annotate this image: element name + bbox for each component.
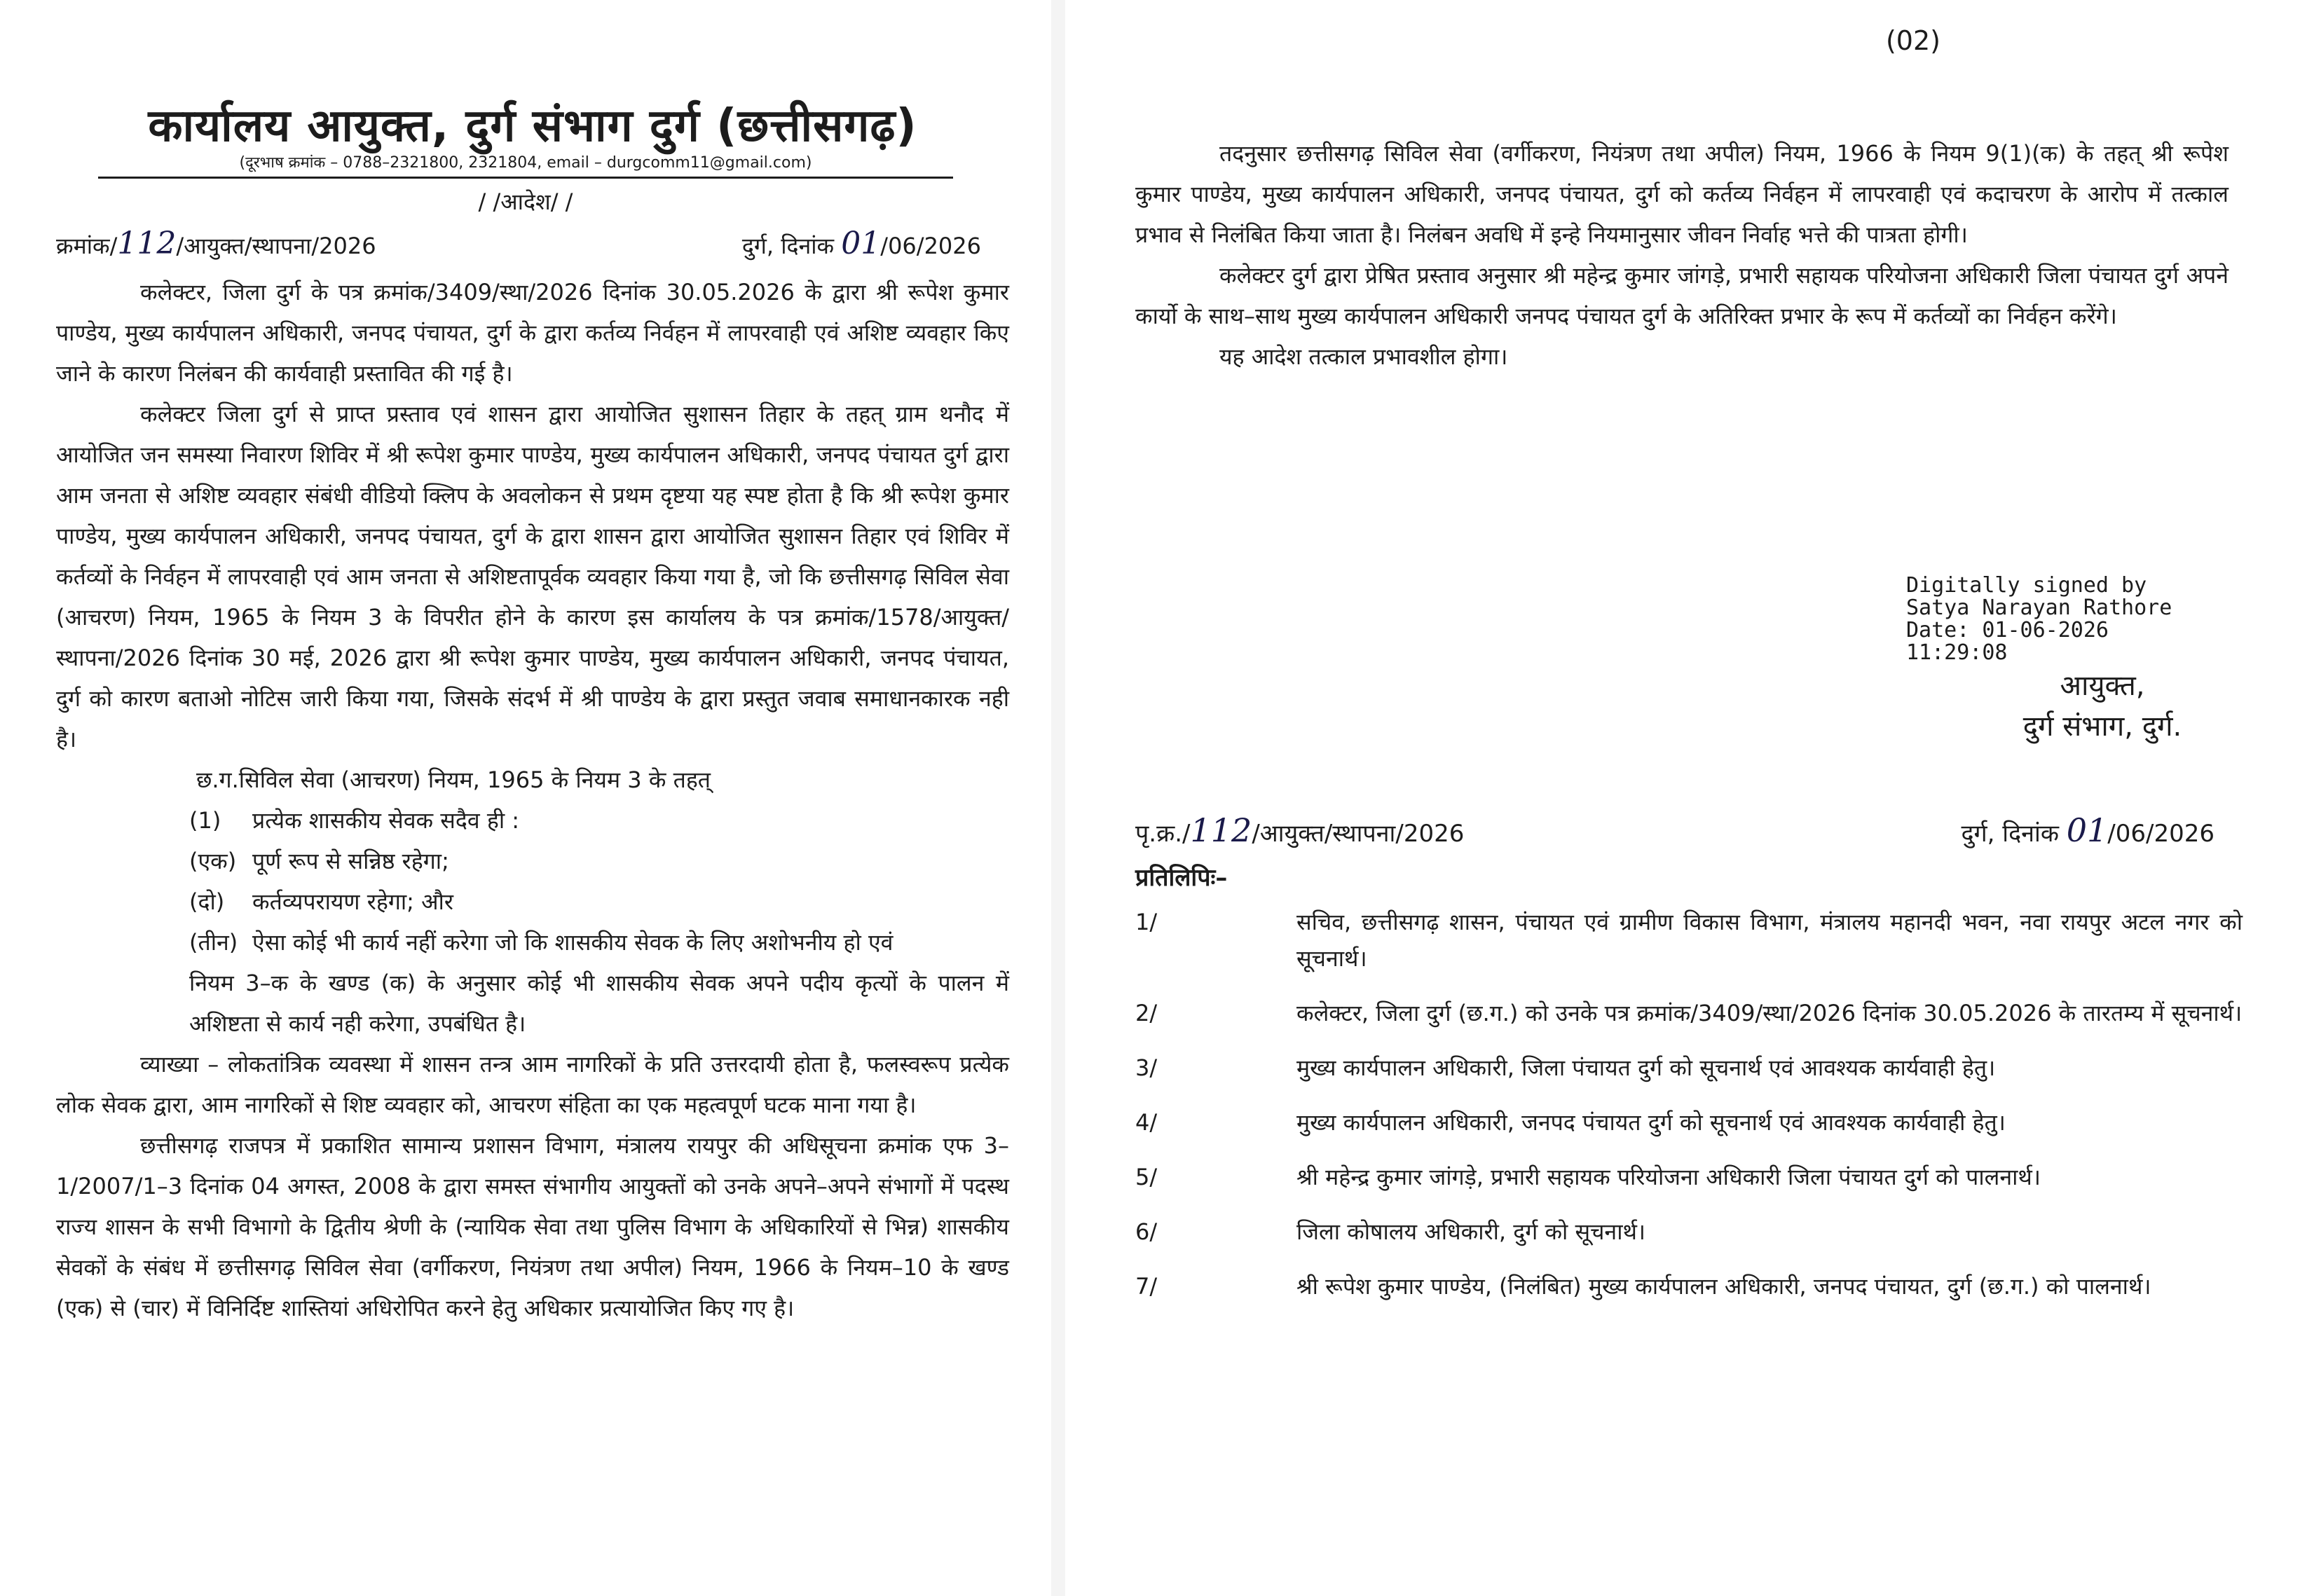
list-item [1135,995,2243,1031]
list-item-text: पूर्ण रूप से सन्निष्ठ रहेगा; [252,848,449,874]
list-item-label: 3/ [1135,1054,1158,1081]
list-item-label: 5/ [1135,1164,1158,1190]
list-item [1135,1104,2243,1141]
signing-authority [1990,666,2215,747]
list-item-label: (दो) [189,888,225,915]
paragraph-findings: कलेक्टर जिला दुर्ग से प्राप्त प्रस्ताव एवं शासन द्वारा आयोजित सुशासन तिहार के तहत् ग्राम थनौद में आयोजित जन समस्या निवारण शिविर में श्री रूपेश कुमार पाण्डेय, मुख्य कार्यपालन अधिकारी, जनपद पंचायत दुर्ग द्वारा आम जनता से अशिष्ट व्यवहार संबंधी वीडियो क्लिप के अवलोकन से प्रथम दृष्टया यह स्पष्ट होता है कि श्री रूपेश कुमार पाण्डेय, मुख्य कार्यपालन अधिकारी, जनपद पंचायत, दुर्ग के द्वारा शासन द्वारा आयोजित सुशासन तिहार एवं शिविर में कर्तव्यों के निर्वहन में लापरवाही एवं आम जनता से अशिष्टतापूर्वक व्यवहार किया गया है, जो कि छत्तीसगढ़ सिविल सेवा (आचरण) नियम, 1965 के नियम 3 के विपरीत होने के कारण इस कार्यालय के पत्र क्रमांक/1578/आयुक्त/स्थापना/2026 दिनांक 30 मई, 2026 द्वारा श्री रूपेश कुमार पाण्डेय, मुख्य कार्यपालन अधिकारी, जनपद पंचायत, दुर्ग को कारण बताओ नोटिस जारी किया गया, जिसके संदर्भ में श्री पाण्डेय के द्वारा प्रस्तुत जवाब समाधानकारक नही है। [56,401,1009,752]
list-item-text: मुख्य कार्यपालन अधिकारी, जनपद पंचायत दुर्ग को सूचनार्थ एवं आवश्यक कार्यवाही हेतु। [1296,1109,2006,1136]
header-divider [98,177,953,179]
signature-date: Date: 01-06-2026 [1906,618,2109,642]
list-item [1135,1213,2243,1250]
paragraph-effective: यह आदेश तत्काल प्रभावशील होगा। [1219,343,1508,370]
conduct-rule-heading: छ.ग.सिविल सेवा (आचरण) नियम, 1965 के नियम 3 के तहत् [196,766,711,793]
list-item [189,881,1009,922]
office-contact-line: (दूरभाष क्रमांक – 0788–2321800, 2321804, email – durgcomm11@gmail.com) [239,154,812,172]
signature-name: Satya Narayan Rathore [1906,596,2172,620]
list-item-text: मुख्य कार्यपालन अधिकारी, जिला पंचायत दुर्ग को सूचनार्थ एवं आवश्यक कार्यवाही हेतु। [1296,1054,1996,1081]
list-item-text: ऐसा कोई भी कार्य नहीं करेगा जो कि शासकीय सेवक के लिए अशोभनीय हो एवं [252,929,894,956]
list-item-label: 4/ [1135,1109,1158,1136]
copy-ref-prefix: पृ.क्र./ [1135,820,1191,848]
page-gutter [1051,0,1065,1596]
copy-reference-line [1135,811,2229,849]
signature-line: Digitally signed by [1906,573,2147,598]
page-number: (02) [1885,25,1940,56]
order-heading: / /आदेश/ / [478,188,573,215]
list-item-text: श्री महेन्द्र कुमार जांगड़े, प्रभारी सहायक परियोजना अधिकारी जिला पंचायत दुर्ग को पालनार्थ। [1296,1164,2041,1190]
paragraph-proposal: कलेक्टर, जिला दुर्ग के पत्र क्रमांक/3409/स्था/2026 दिनांक 30.05.2026 के द्वारा श्री रूपेश कुमार पाण्डेय, मुख्य कार्यपालन अधिकारी, जनपद पंचायत, दुर्ग के द्वारा कर्तव्य निर्वहन में लापरवाही एवं अशिष्ट व्यवहार किए जाने के कारण निलंबन की कार्यवाही प्रस्तावित की गई है। [56,279,1009,387]
list-item-label: (1) [189,807,221,834]
conduct-rule-list [56,800,1009,963]
paragraph-explanation: व्याख्या – लोकतांत्रिक व्यवस्था में शासन तन्त्र आम नागरिकों के प्रति उत्तरदायी होता है, फलस्वरूप प्रत्येक लोक सेवक द्वारा, आम नागरिकों से शिष्ट व्यवहार को, आचरण संहिता का एक महत्वपूर्ण घटक माना गया है। [56,1051,1009,1118]
date-suffix: /06/2026 [880,233,981,259]
copy-ref-suffix: /आयुक्त/स्थापना/2026 [1252,820,1465,848]
list-item-text: प्रत्येक शासकीय सेवक सदैव ही : [252,807,520,834]
copy-heading: प्रतिलिपिः– [1135,864,1228,892]
date-day-handwritten: 01 [841,226,881,261]
list-item-text: कर्तव्यपरायण रहेगा; और [252,888,453,915]
ref-suffix: /आयुक्त/स्थापना/2026 [176,233,376,259]
copy-ref-number-handwritten: 112 [1190,811,1252,849]
signature-time: 11:29:08 [1906,640,2008,665]
paragraph-suspension: तदनुसार छत्तीसगढ़ सिविल सेवा (वर्गीकरण, नियंत्रण तथा अपील) नियम, 1966 के नियम 9(1)(क) के तहत् श्री रूपेश कुमार पाण्डेय, मुख्य कार्यपालन अधिकारी, जनपद पंचायत, दुर्ग को कर्तव्य निर्वहन में लापरवाही एवं कदाचरण के आरोप में तत्काल प्रभाव से निलंबित किया जाता है। निलंबन अवधि में इन्हे नियमानुसार जीवन निर्वाह भत्ते की पात्रता होगी। [1135,140,2229,248]
copy-date-day-handwritten: 01 [2066,811,2108,849]
list-item-label: 6/ [1135,1218,1158,1245]
order-date [742,226,981,261]
copy-date [1961,811,2215,849]
list-item-label: (तीन) [189,929,238,956]
copy-date-prefix: दुर्ग, दिनांक [1961,820,2059,848]
copy-list [1135,904,2243,1323]
list-item-label: 1/ [1135,909,1158,935]
digital-signature [1906,575,2172,664]
order-page-1 [0,0,1051,1596]
list-item-label: (एक) [189,848,237,874]
date-prefix: दुर्ग, दिनांक [741,233,835,259]
order-page-2 [1065,0,2300,1596]
ref-prefix: क्रमांक/ [56,233,118,259]
list-item [1135,1050,2243,1086]
order-body-continued [1135,133,2229,377]
rule-3ka-text: नियम 3–क के खण्ड (क) के अनुसार कोई भी शासकीय सेवक अपने पदीय कृत्यों के पालन में अशिष्टता से कार्य नही करेगा, उपबंधित है। [189,970,1009,1037]
ref-number-handwritten: 112 [117,226,177,261]
list-item [1135,1268,2243,1305]
list-item-text: सचिव, छत्तीसगढ़ शासन, पंचायत एवं ग्रामीण विकास विभाग, मंत्रालय महानदी भवन, नवा रायपुर अटल नगर को सूचनार्थ। [1296,909,2243,972]
order-reference-line [56,226,1009,261]
list-item-text: श्री रूपेश कुमार पाण्डेय, (निलंबित) मुख्य कार्यपालन अधिकारी, जनपद पंचायत, दुर्ग (छ.ग.) को पालनार्थ। [1296,1273,2151,1300]
copy-date-suffix: /06/2026 [2107,820,2215,848]
list-item-label: 2/ [1135,1000,1158,1026]
list-item [1135,904,2243,977]
authority-office: दुर्ग संभाग, दुर्ग. [2022,710,2182,743]
office-title: कार्यालय आयुक्त, दुर्ग संभाग दुर्ग (छत्तीसगढ़) [148,100,917,152]
paragraph-gazette: छत्तीसगढ़ राजपत्र में प्रकाशित सामान्य प्रशासन विभाग, मंत्रालय रायपुर की अधिसूचना क्रमांक एफ 3–1/2007/1–3 दिनांक 04 अगस्त, 2008 के द्वारा समस्त संभागीय आयुक्तों को उनके अपने–अपने संभागों में पदस्थ राज्य शासन के सभी विभागो के द्वितीय श्रेणी के (न्यायिक सेवा तथा पुलिस विभाग के अधिकारियों से भिन्न) शासकीय सेवकों के संबंध में छत्तीसगढ़ सिविल सेवा (वर्गीकरण, नियंत्रण तथा अपील) नियम, 1966 के नियम–10 के खण्ड (एक) से (चार) में विनिर्दिष्ट शास्तियां अधिरोपित करने हेतु अधिकार प्रत्यायोजित किए गए है। [56,1132,1009,1321]
list-item-text: कलेक्टर, जिला दुर्ग (छ.ग.) को उनके पत्र क्रमांक/3409/स्था/2026 दिनांक 30.05.2026 के तारतम्य में सूचनार्थ। [1296,1000,2243,1026]
order-body [56,272,1009,1328]
list-item [189,922,1009,963]
paragraph-additional-charge: कलेक्टर दुर्ग द्वारा प्रेषित प्रस्ताव अनुसार श्री महेन्द्र कुमार जांगड़े, प्रभारी सहायक परियोजना अधिकारी जिला पंचायत दुर्ग अपने कार्यो के साथ–साथ मुख्य कार्यपालन अधिकारी जनपद पंचायत दुर्ग के अतिरिक्त प्रभार के रूप में कर्तव्यों का निर्वहन करेंगे। [1135,262,2229,329]
list-item-label: 7/ [1135,1273,1158,1300]
list-item [189,841,1009,881]
list-item-text: जिला कोषालय अधिकारी, दुर्ग को सूचनार्थ। [1296,1218,1646,1245]
list-item [1135,1159,2243,1195]
authority-title: आयुक्त, [2060,670,2145,702]
list-item [189,800,1009,841]
